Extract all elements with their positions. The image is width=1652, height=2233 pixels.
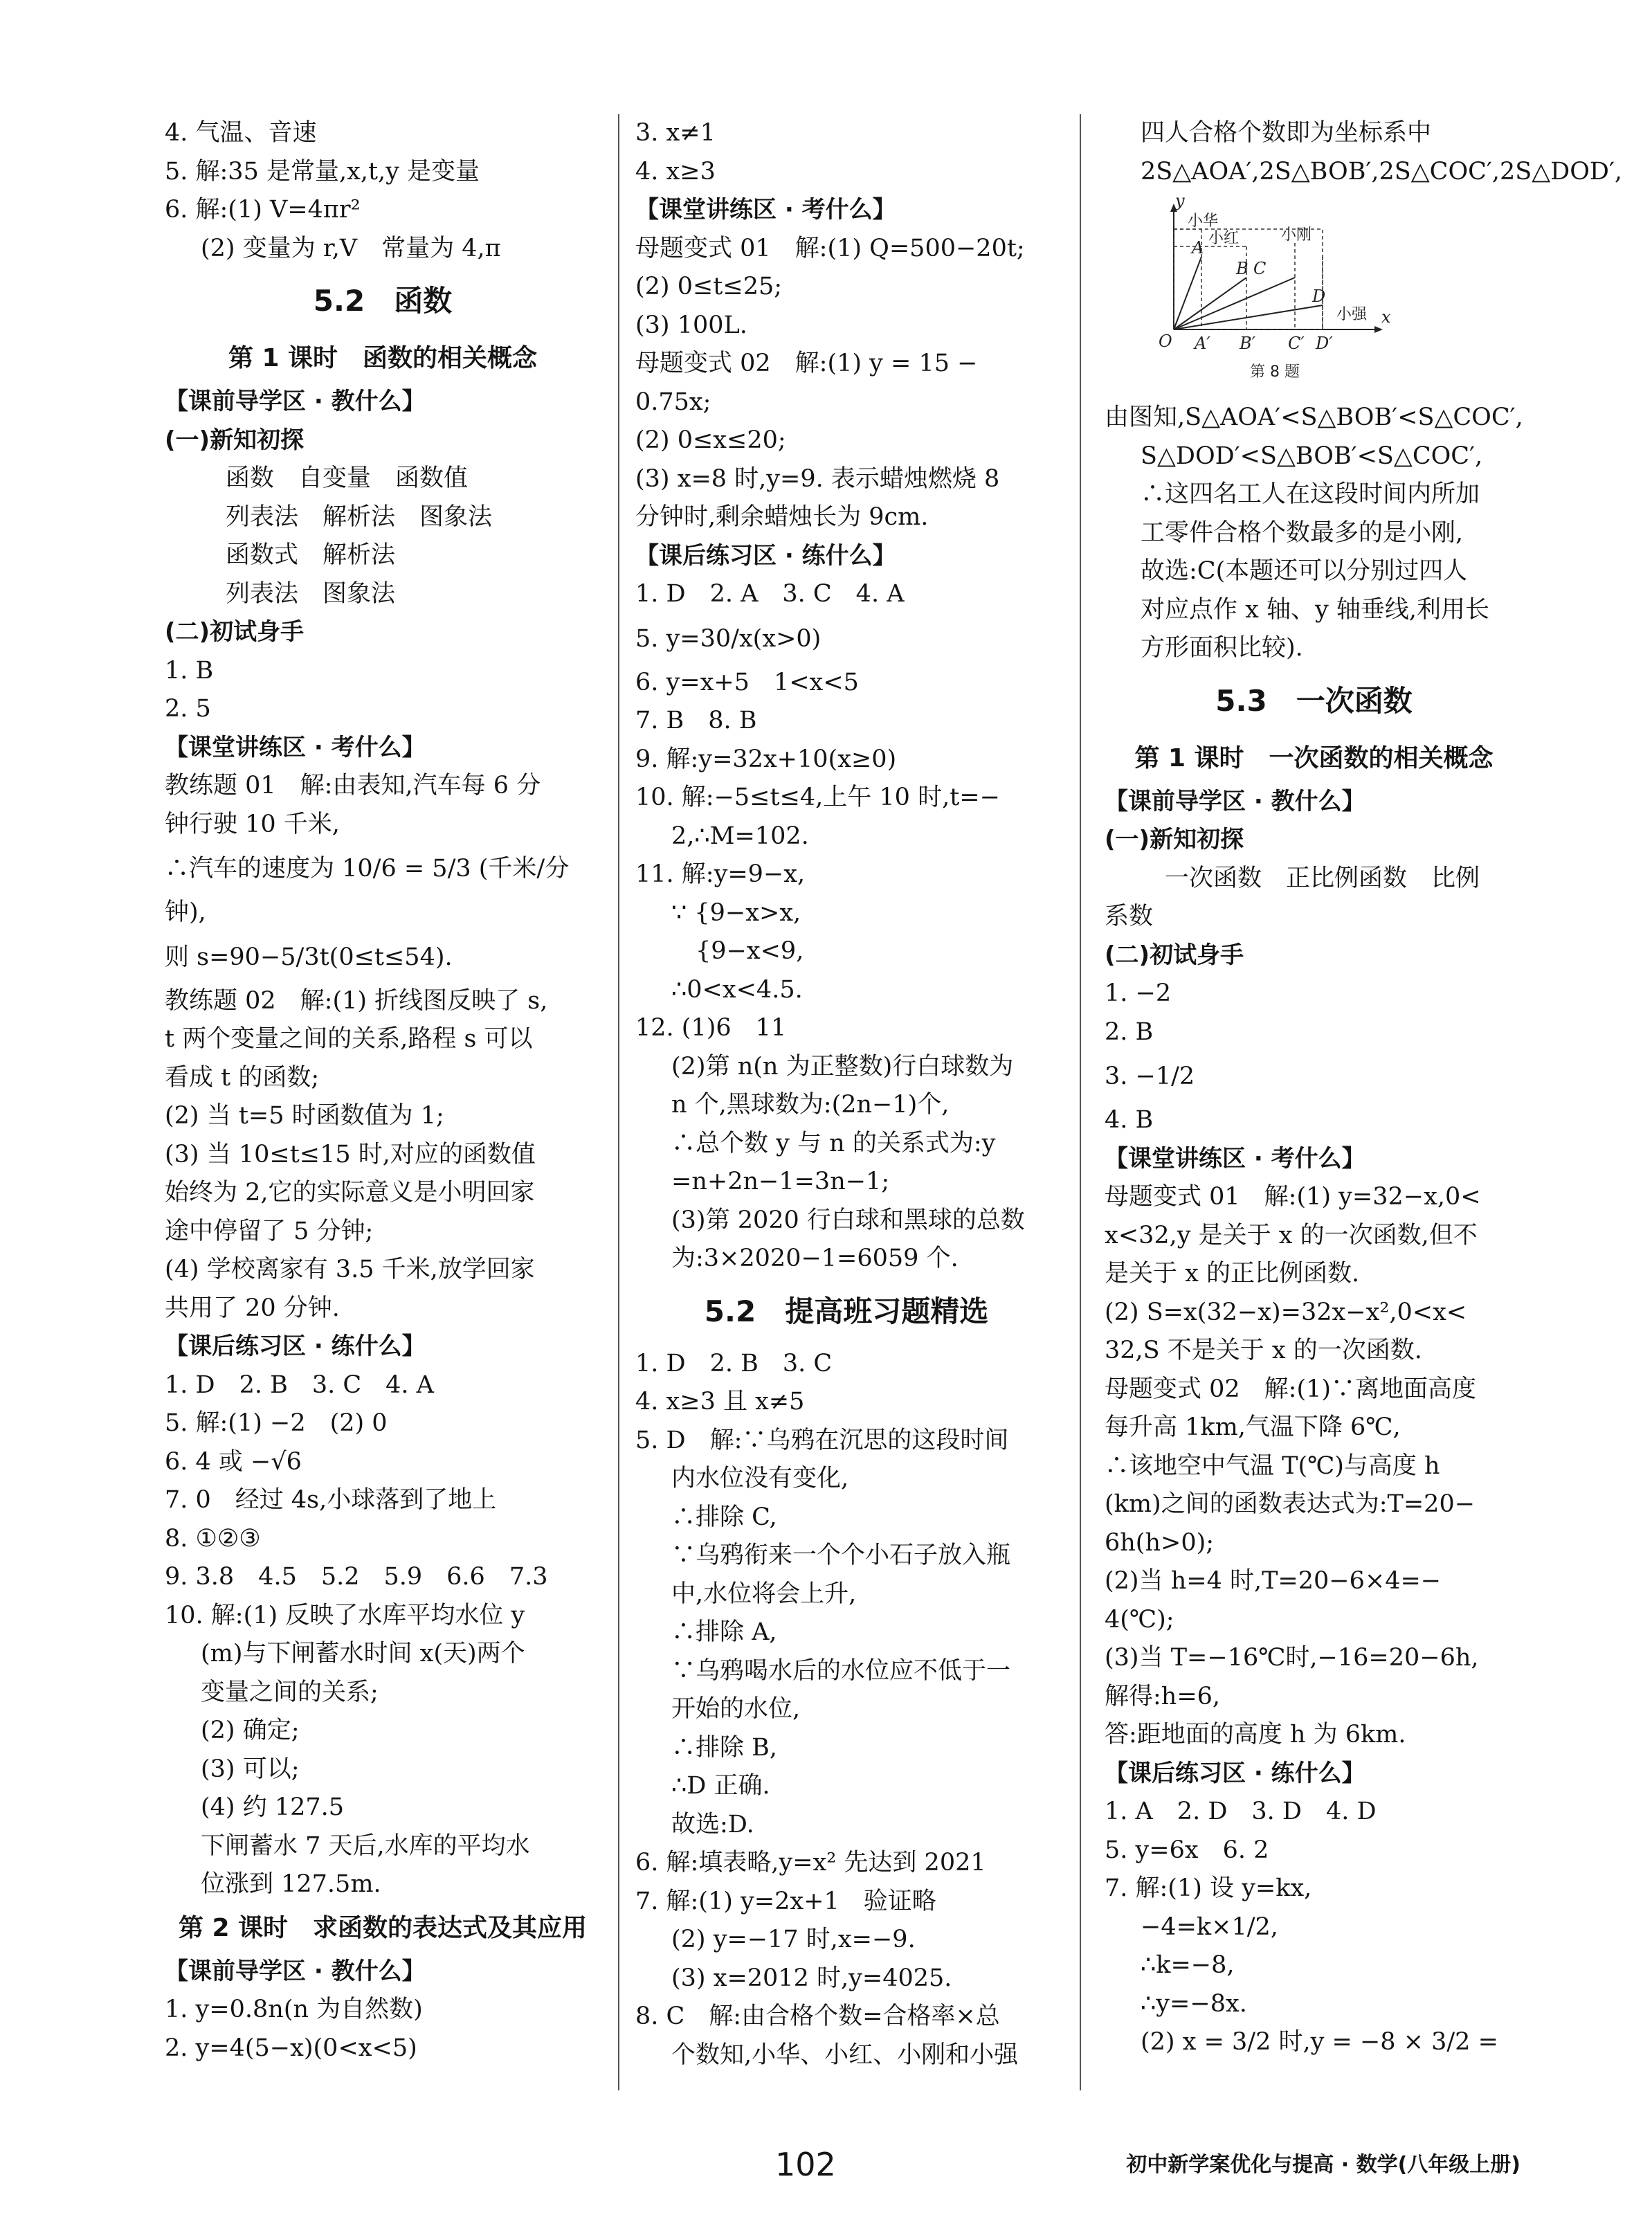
text-line: (2) x = 3/2 时,y = −8 × 3/2 =	[1141, 2028, 1498, 2056]
text-line: 9. 3.8 4.5 5.2 5.9 6.6 7.3	[165, 1563, 548, 1591]
text-line: −4=k×1/2,	[1141, 1913, 1278, 1941]
text-line: 看成 t 的函数;	[165, 1063, 320, 1092]
text-line: ∴0<x<4.5.	[671, 975, 803, 1004]
text-line: 答:距地面的高度 h 为 6km.	[1105, 1721, 1406, 1748]
text-line: 函数 自变量 函数值	[226, 464, 469, 492]
text-line: 32,S 不是关于 x 的一次函数.	[1105, 1337, 1422, 1364]
text-line: 钟),	[165, 898, 206, 926]
text-line: x<32,y 是关于 x 的一次函数,但不	[1105, 1221, 1478, 1249]
text-line: ∴排除 A,	[671, 1618, 777, 1646]
text-line: 5. 解:(1) −2 (2) 0	[165, 1409, 388, 1437]
text-line: ∴排除 C,	[671, 1503, 777, 1531]
text-line: (2) 0≤t≤25;	[635, 273, 783, 300]
text-line: 3. x≠1	[635, 119, 716, 147]
text-line: 【课前导学区 · 教什么】	[1105, 787, 1365, 815]
text-line: 6. y=x+5 1<x<5	[635, 668, 859, 696]
column-left	[165, 114, 601, 2068]
text-line: (2)当 h=4 时,T=20−6×4=−	[1105, 1567, 1442, 1595]
text-line: 2S△AOA′,2S△BOB′,2S△COC′,2S△DOD′,	[1141, 157, 1623, 186]
text-line: 开始的水位,	[671, 1695, 801, 1723]
text-line: ∴排除 B,	[671, 1733, 777, 1762]
text-line: 母题变式 02 解:(1) y = 15 −	[635, 350, 978, 377]
text-line: 5. D 解:∵乌鸦在沉思的这段时间	[635, 1426, 1009, 1454]
text-line: 母题变式 01 解:(1) y=32−x,0<	[1105, 1183, 1481, 1211]
text-line: 1. A 2. D 3. D 4. D	[1105, 1798, 1377, 1825]
text-line: 6h(h>0);	[1105, 1528, 1215, 1557]
text-line: 【课堂讲练区 · 考什么】	[165, 733, 426, 761]
text-line: (km)之间的函数表达式为:T=20−	[1105, 1490, 1476, 1518]
text-line: (3) 100L.	[635, 311, 747, 339]
text-line: 变量之间的关系;	[201, 1678, 379, 1706]
text-line: 7. 0 经过 4s,小球落到了地上	[165, 1486, 497, 1514]
text-line: 【课后练习区 · 练什么】	[165, 1332, 426, 1360]
text-line: ∴D 正确.	[671, 1772, 770, 1800]
text-line: 2. 5	[165, 695, 211, 723]
text-line: 下闸蓄水 7 天后,水库的平均水	[201, 1832, 530, 1860]
text-line: 3. −1/2	[1105, 1063, 1195, 1090]
column-middle	[635, 114, 1058, 2074]
text-line: 为:3×2020−1=6059 个.	[671, 1245, 959, 1272]
column-divider	[1080, 114, 1081, 2090]
page-number: 102	[775, 2146, 836, 2183]
text-line: 每升高 1km,气温下降 6℃,	[1105, 1413, 1401, 1441]
name-label-xiaoqiang: 小强	[1336, 306, 1368, 323]
book-title-footer: 初中新学案优化与提高 · 数学(八年级上册)	[1126, 2153, 1521, 2177]
figure-8	[1105, 191, 1523, 399]
text-line: (m)与下闸蓄水时间 x(天)两个	[201, 1640, 525, 1667]
column-divider	[618, 114, 619, 2090]
text-line: 工零件合格个数最多的是小刚,	[1141, 518, 1464, 547]
text-line: (3) x=8 时,y=9. 表示蜡烛燃烧 8	[635, 464, 1000, 493]
text-line: (3)第 2020 行白球和黑球的总数	[671, 1206, 1025, 1234]
text-line: 5. y=30/x(x>0)	[635, 624, 822, 653]
text-line: (3) 当 10≤t≤15 时,对应的函数值	[165, 1140, 536, 1168]
text-line: ∵乌鸦喝水后的水位应不低于一	[671, 1656, 1011, 1685]
text-line: 9. 解:y=32x+10(x≥0)	[635, 745, 897, 773]
text-line: 【课后练习区 · 练什么】	[1105, 1759, 1365, 1787]
text-line: ∴y=−8x.	[1141, 1989, 1247, 2018]
text-line: 1. y=0.8n(n 为自然数)	[165, 1996, 423, 2023]
text-line: 四人合格个数即为坐标系中	[1141, 119, 1432, 147]
origin-label: O	[1159, 332, 1172, 351]
text-line: 第 1 课时 一次函数的相关概念	[1134, 743, 1494, 772]
coordinate-figure	[1146, 191, 1395, 385]
text-line: 分钟时,剩余蜡烛长为 9cm.	[635, 503, 929, 531]
text-line: 解得:h=6,	[1105, 1682, 1221, 1710]
text-line: (2) y=−17 时,x=−9.	[671, 1926, 916, 1953]
text-line: 位涨到 127.5m.	[201, 1870, 381, 1898]
text-line: 故选:C(本题还可以分别过四人	[1141, 557, 1468, 585]
text-line: 【课堂讲练区 · 考什么】	[635, 196, 896, 224]
text-line: 8. ①②③	[165, 1524, 261, 1553]
text-line: 内水位没有变化,	[671, 1465, 849, 1492]
text-line: 列表法 解析法 图象法	[226, 503, 493, 531]
text-line: 【课前导学区 · 教什么】	[165, 388, 426, 415]
text-line: 函数式 解析法	[226, 541, 396, 569]
text-line: (3) x=2012 时,y=4025.	[671, 1964, 952, 1992]
text-line: 由图知,S△AOA′<S△BOB′<S△COC′,	[1105, 404, 1523, 431]
text-line: 7. 解:(1) y=2x+1 验证略	[635, 1887, 936, 1915]
axis-label-x: x	[1381, 307, 1391, 327]
text-line: t 两个变量之间的关系,路程 s 可以	[165, 1025, 533, 1053]
text-line: 6. 4 或 −√6	[165, 1447, 302, 1476]
text-line: (2) 确定;	[201, 1717, 300, 1744]
point-label-d: D	[1312, 287, 1326, 306]
text-line: 教练题 02 解:(1) 折线图反映了 s,	[165, 986, 548, 1015]
text-line: (一)新知初探	[165, 426, 305, 454]
text-line: 7. 解:(1) 设 y=kx,	[1105, 1874, 1312, 1902]
text-line: 钟行驶 10 千米,	[165, 810, 340, 838]
name-label-xiaogang: 小刚	[1281, 226, 1312, 244]
text-line: 【课后练习区 · 练什么】	[635, 541, 896, 570]
text-line: 对应点作 x 轴、y 轴垂线,利用长	[1141, 595, 1490, 624]
text-line: 故选:D.	[671, 1810, 754, 1838]
text-line: 11. 解:y=9−x,	[635, 860, 806, 888]
text-line: 母题变式 02 解:(1)∵离地面高度	[1105, 1375, 1477, 1403]
text-line: 始终为 2,它的实际意义是小明回家	[165, 1179, 535, 1206]
text-line: (2) 变量为 r,V 常量为 4,π	[201, 234, 501, 262]
column-right	[1105, 114, 1623, 2062]
text-line: 10. 解:−5≤t≤4,上午 10 时,t=−	[635, 784, 1000, 811]
text-line: 系数	[1105, 903, 1154, 930]
text-line: 5.2 提高班习题精选	[704, 1294, 989, 1328]
text-line: ∴该地空中气温 T(℃)与高度 h	[1105, 1452, 1440, 1480]
name-label-xiaohong: 小红	[1208, 230, 1240, 247]
text-line: 4(℃);	[1105, 1605, 1174, 1634]
text-line: 4. B	[1105, 1106, 1154, 1134]
text-line: ∴总个数 y 与 n 的关系式为:y	[671, 1129, 996, 1157]
text-line: S△DOD′<S△BOB′<S△COC′,	[1141, 442, 1483, 470]
text-line: 5.3 一次函数	[1215, 683, 1413, 718]
text-line: {9−x<9,	[671, 937, 804, 965]
text-line: ∴k=−8,	[1141, 1951, 1235, 1979]
text-line: ∵乌鸦衔来一个个小石子放入瓶	[671, 1542, 1011, 1569]
text-line: (2) 当 t=5 时函数值为 1;	[165, 1102, 444, 1130]
text-line: 4. x≥3 且 x≠5	[635, 1388, 805, 1416]
text-line: (二)初试身手	[1105, 941, 1244, 969]
text-line: 0.75x;	[635, 388, 711, 416]
text-line: 4. x≥3	[635, 157, 716, 186]
text-line: (4) 约 127.5	[201, 1793, 345, 1821]
text-line: (4) 学校离家有 3.5 千米,放学回家	[165, 1256, 535, 1283]
axis-label-y: y	[1175, 191, 1185, 210]
text-line: 【课堂讲练区 · 考什么】	[1105, 1144, 1365, 1173]
text-line: 途中停留了 5 分钟;	[165, 1217, 374, 1245]
text-line: (2) S=x(32−x)=32x−x²,0<x<	[1105, 1298, 1467, 1326]
figure-caption: 第 8 题	[1250, 363, 1300, 381]
text-line: 6. 解:(1) V=4πr²	[165, 196, 361, 224]
text-line: 6. 解:填表略,y=x² 先达到 2021	[635, 1849, 986, 1877]
text-line: n 个,黑球数为:(2n−1)个,	[671, 1091, 950, 1119]
text-line: (2)第 n(n 为正整数)行白球数为	[671, 1052, 1014, 1081]
text-line: 个数知,小华、小红、小刚和小强	[671, 2041, 1019, 2069]
foot-label-d: D′	[1316, 334, 1333, 353]
point-label-c: C	[1253, 259, 1267, 278]
text-line: 共用了 20 分钟.	[165, 1294, 340, 1322]
name-label-xiaohua: 小华	[1188, 213, 1219, 230]
text-line: 5. 解:35 是常量,x,t,y 是变量	[165, 157, 480, 186]
text-line: (二)初试身手	[165, 618, 305, 646]
text-line: 4. 气温、音速	[165, 119, 317, 147]
text-line: 1. D 2. B 3. C	[635, 1349, 833, 1377]
text-line: (3) 可以;	[201, 1755, 300, 1783]
text-line: 12. (1)6 11	[635, 1014, 787, 1042]
text-line: 7. B 8. B	[635, 707, 757, 734]
text-line: 1. B	[165, 656, 214, 685]
text-line: (2) 0≤x≤20;	[635, 426, 786, 454]
foot-label-b: B′	[1240, 334, 1256, 353]
foot-label-c: C′	[1288, 334, 1305, 353]
text-line: (一)新知初探	[1105, 826, 1244, 853]
text-line: 8. C 解:由合格个数=合格率×总	[635, 2003, 1000, 2030]
text-line: 5.2 函数	[313, 284, 453, 318]
text-line: 2. B	[1105, 1018, 1154, 1046]
text-line: 是关于 x 的正比例函数.	[1105, 1260, 1360, 1287]
text-line: ∴汽车的速度为 10/6 = 5/3 (千米/分	[165, 855, 570, 883]
text-line: 则 s=90−5/3t(0≤t≤54).	[165, 943, 453, 971]
text-line: 一次函数 正比例函数 比例	[1141, 864, 1480, 892]
point-label-b: B	[1236, 259, 1249, 278]
text-line: 教练题 01 解:由表知,汽车每 6 分	[165, 772, 541, 799]
text-line: 10. 解:(1) 反映了水库平均水位 y	[165, 1601, 525, 1629]
text-line: 2. y=4(5−x)(0<x<5)	[165, 2034, 417, 2062]
text-line: 母题变式 01 解:(1) Q=500−20t;	[635, 234, 1025, 262]
text-line: 2,∴M=102.	[671, 822, 809, 850]
text-line: (3)当 T=−16℃时,−16=20−6h,	[1105, 1644, 1479, 1672]
point-label-a: A	[1192, 238, 1204, 257]
text-line: 第 1 课时 函数的相关概念	[228, 344, 538, 372]
text-line: ∵ {9−x>x,	[671, 898, 801, 927]
text-line: 中,水位将会上升,	[671, 1580, 857, 1608]
text-line: 列表法 图象法	[226, 579, 396, 608]
text-line: 1. D 2. B 3. C 4. A	[165, 1371, 434, 1399]
text-line: =n+2n−1=3n−1;	[671, 1168, 890, 1195]
text-line: 【课前导学区 · 教什么】	[165, 1957, 426, 1985]
text-line: 第 2 课时 求函数的表达式及其应用	[178, 1913, 588, 1942]
text-line: 1. D 2. A 3. C 4. A	[635, 580, 905, 608]
text-line: ∴这四名工人在这段时间内所加	[1141, 480, 1480, 508]
foot-label-a: A′	[1195, 334, 1210, 353]
text-line: 1. −2	[1105, 979, 1172, 1007]
text-line: 方形面积比较).	[1141, 634, 1303, 662]
text-line: 5. y=6x 6. 2	[1105, 1836, 1269, 1864]
